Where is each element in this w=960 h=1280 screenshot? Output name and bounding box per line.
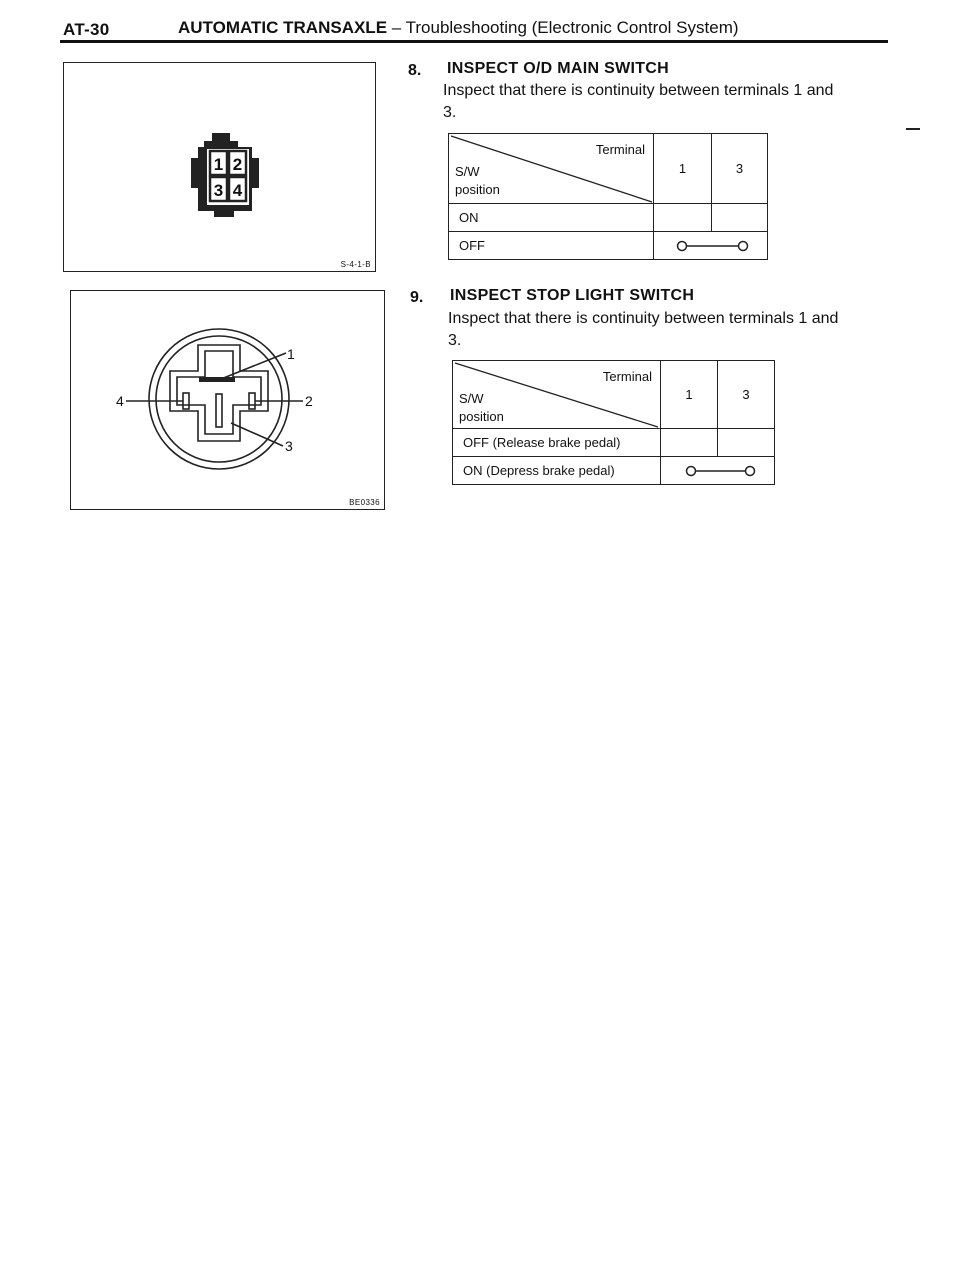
continuity-symbol	[661, 459, 773, 483]
step-number: 9.	[410, 289, 424, 306]
continuity-symbol	[654, 234, 766, 258]
sw-header: S/W	[455, 164, 480, 179]
step-instruction	[443, 80, 893, 124]
continuity-cell	[661, 429, 718, 457]
step-title: INSPECT O/D MAIN SWITCH	[447, 60, 670, 77]
page-code: AT-30	[63, 20, 110, 39]
page-title-rest: – Troubleshooting (Electronic Control System)	[387, 18, 739, 37]
instruction-line: Inspect that there is continuity between terminals 1 and	[448, 310, 839, 327]
figure-connector	[63, 62, 376, 272]
row-position: ON (Depress brake pedal)	[453, 457, 661, 485]
continuity-table	[448, 133, 768, 260]
column-header: 3	[711, 134, 767, 204]
margin-mark	[906, 128, 920, 130]
continuity-cell	[718, 429, 775, 457]
figure-code: S-4-1-B	[340, 260, 371, 269]
continuity-cell	[711, 204, 767, 232]
switch-illustration	[71, 291, 383, 506]
column-header: 1	[661, 361, 718, 429]
header-rule	[60, 40, 888, 43]
table-corner-header	[449, 134, 654, 204]
callout-1: 1	[287, 346, 295, 362]
connector-terminal-3: 3	[213, 181, 224, 200]
row-position: ON	[449, 204, 654, 232]
column-header: 3	[718, 361, 775, 429]
connector-terminal-1: 1	[213, 155, 224, 174]
continuity-mark	[654, 232, 768, 260]
instruction-line: 3.	[448, 332, 462, 349]
continuity-mark	[661, 457, 775, 485]
connector-terminal-4: 4	[232, 181, 243, 200]
sw-header: S/W	[459, 391, 484, 406]
page-title-bold: AUTOMATIC TRANSAXLE	[178, 18, 388, 37]
callout-4: 4	[116, 393, 124, 409]
callout-2: 2	[305, 393, 313, 409]
row-position: OFF	[449, 232, 654, 260]
instruction-line: 3.	[443, 104, 457, 121]
terminal-header: Terminal	[595, 142, 645, 157]
callout-3: 3	[285, 438, 293, 454]
position-header: position	[459, 409, 504, 424]
step-title: INSPECT STOP LIGHT SWITCH	[450, 287, 695, 304]
continuity-table	[452, 360, 775, 485]
connector-terminal-2: 2	[232, 155, 243, 174]
step-instruction	[448, 308, 898, 352]
page-title	[178, 18, 739, 38]
continuity-cell	[654, 204, 712, 232]
connector-illustration	[64, 63, 374, 263]
figure-stoplight-switch	[70, 290, 385, 510]
step-number: 8.	[408, 62, 422, 79]
column-header: 1	[654, 134, 712, 204]
row-position: OFF (Release brake pedal)	[453, 429, 661, 457]
terminal-header: Terminal	[602, 369, 652, 384]
instruction-line: Inspect that there is continuity between terminals 1 and	[443, 82, 834, 99]
position-header: position	[455, 182, 500, 197]
figure-code: BE0336	[349, 498, 380, 507]
table-corner-header	[453, 361, 661, 429]
